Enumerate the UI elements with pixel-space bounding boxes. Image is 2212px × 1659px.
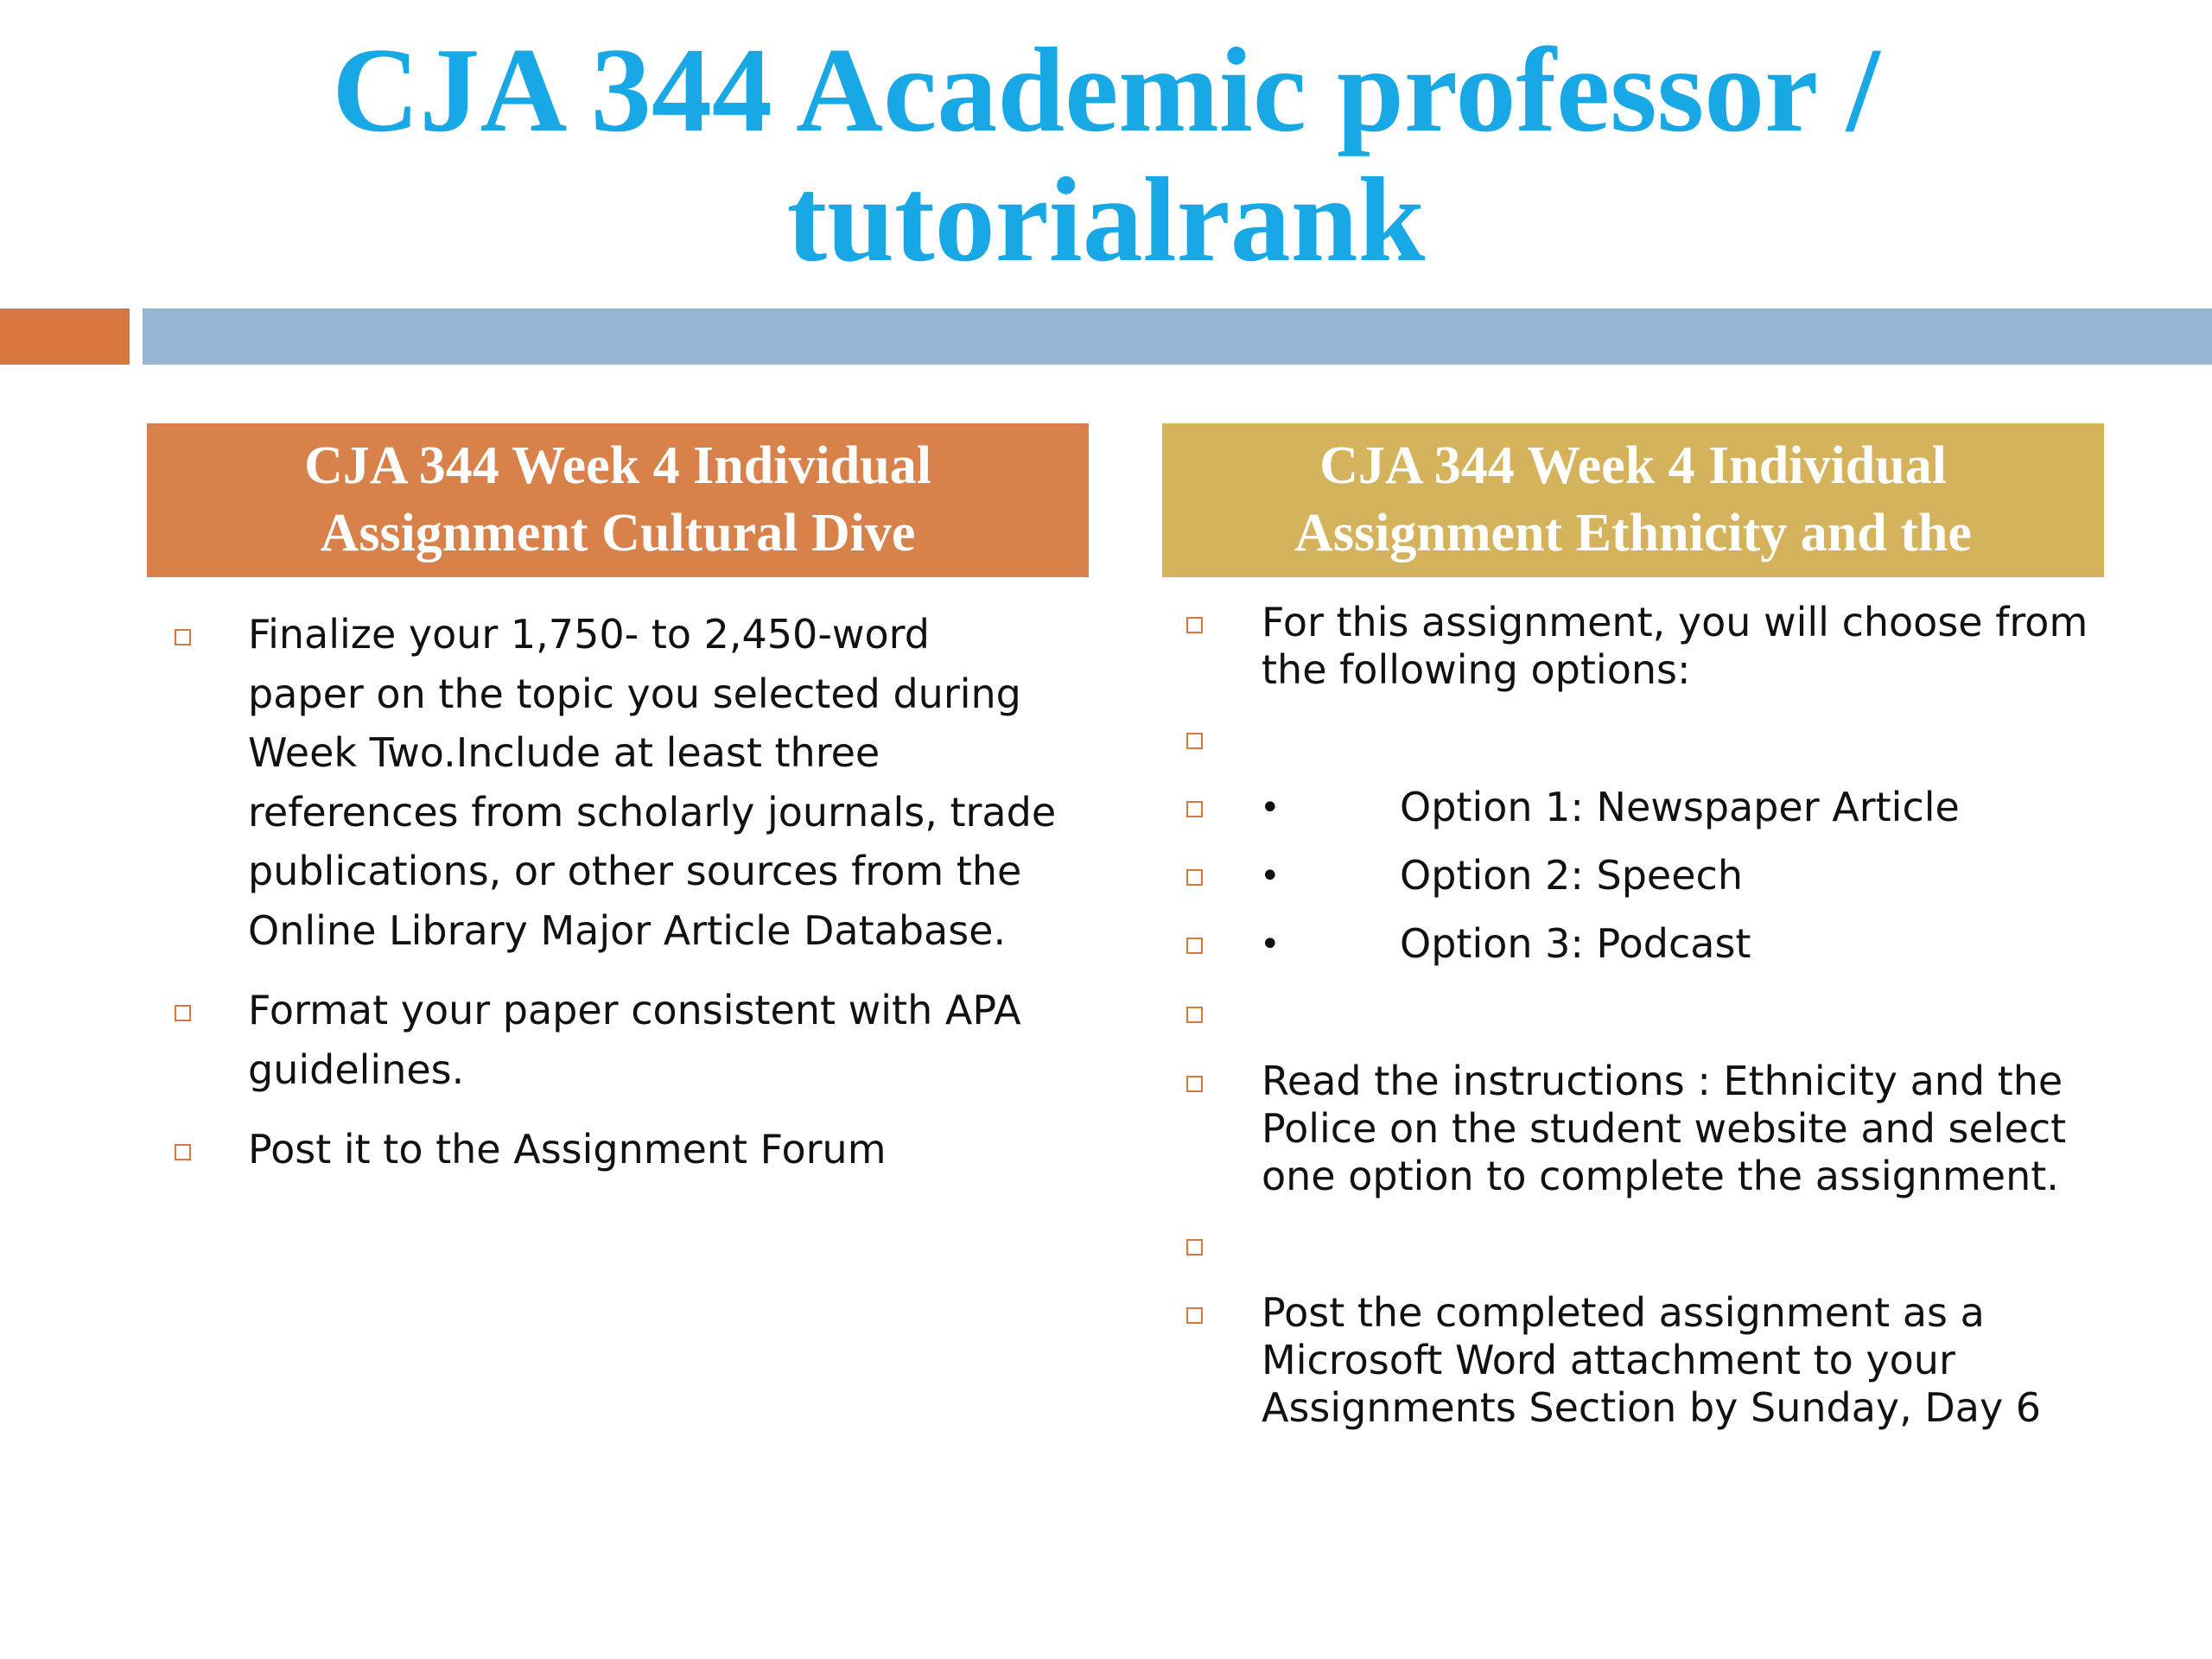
left-panel-heading (147, 423, 1089, 577)
text-line: Read the instructions : Ethnicity and the (1262, 1058, 2063, 1104)
text-line: Post it to the Assignment Forum (248, 1126, 887, 1173)
option-2-bullet: • (1260, 856, 1281, 896)
option-1-bullet: • (1260, 788, 1281, 828)
title-line-2: tutorialrank (786, 153, 1426, 287)
left-heading-line-1: CJA 344 Week 4 Individual (304, 436, 931, 495)
right-heading-line-1: CJA 344 Week 4 Individual (1319, 436, 1947, 495)
text-line: Microsoft Word attachment to your (1262, 1337, 1955, 1383)
bullet-square-icon (175, 1144, 191, 1160)
bullet-square-icon (1186, 1076, 1203, 1092)
text-line: guidelines. (248, 1046, 465, 1093)
option-2-label: Option 2: Speech (1400, 852, 1743, 899)
bullet-square-icon (1186, 1007, 1203, 1023)
accent-bar-blue (143, 308, 2212, 365)
left-item-2 (248, 981, 1021, 1099)
right-intro (1262, 599, 2088, 694)
text-line: Post the completed assignment as a (1262, 1289, 1985, 1336)
text-line: Finalize your 1,750- to 2,450-word (248, 611, 930, 658)
bullet-square-icon (1186, 733, 1203, 749)
bullet-square-icon (1186, 1307, 1203, 1324)
text-line: For this assignment, you will choose from (1262, 599, 2088, 645)
bullet-square-icon (1186, 801, 1203, 817)
left-heading-line-2: Assignment Cultural Dive (320, 504, 916, 563)
text-line: Week Two.Include at least three (248, 729, 880, 776)
bullet-square-icon (175, 629, 191, 645)
option-1-label: Option 1: Newspaper Article (1400, 784, 1960, 830)
bullet-square-icon (1186, 869, 1203, 886)
bullet-square-icon (175, 1005, 191, 1021)
page-title (0, 23, 2212, 287)
bullet-square-icon (1186, 617, 1203, 633)
text-line: Assignments Section by Sunday, Day 6 (1262, 1384, 2042, 1431)
text-line: paper on the topic you selected during (248, 670, 1021, 717)
right-heading-line-2: Assignment Ethnicity and the (1294, 504, 1972, 563)
title-line-1: CJA 344 Academic professor / (332, 23, 1880, 157)
bullet-square-icon (1186, 938, 1203, 954)
left-item-3 (248, 1120, 887, 1179)
text-line: one option to complete the assignment. (1262, 1153, 2059, 1199)
text-line: publications, or other sources from the (248, 848, 1022, 894)
text-line: Police on the student website and select (1262, 1105, 2067, 1152)
text-line: references from scholarly journals, trade (248, 788, 1057, 836)
text-line: Format your paper consistent with APA (248, 987, 1021, 1033)
bullet-square-icon (1186, 1239, 1203, 1255)
left-item-1 (248, 605, 1056, 960)
text-line: Online Library Major Article Database. (248, 906, 1007, 954)
option-3-label: Option 3: Podcast (1400, 920, 1751, 967)
accent-bar-orange (0, 308, 130, 365)
text-line: the following options: (1262, 646, 1691, 693)
right-panel-heading (1162, 423, 2104, 577)
right-post-assignment (1262, 1289, 2041, 1432)
right-instructions (1262, 1058, 2066, 1200)
option-3-bullet: • (1260, 925, 1281, 964)
